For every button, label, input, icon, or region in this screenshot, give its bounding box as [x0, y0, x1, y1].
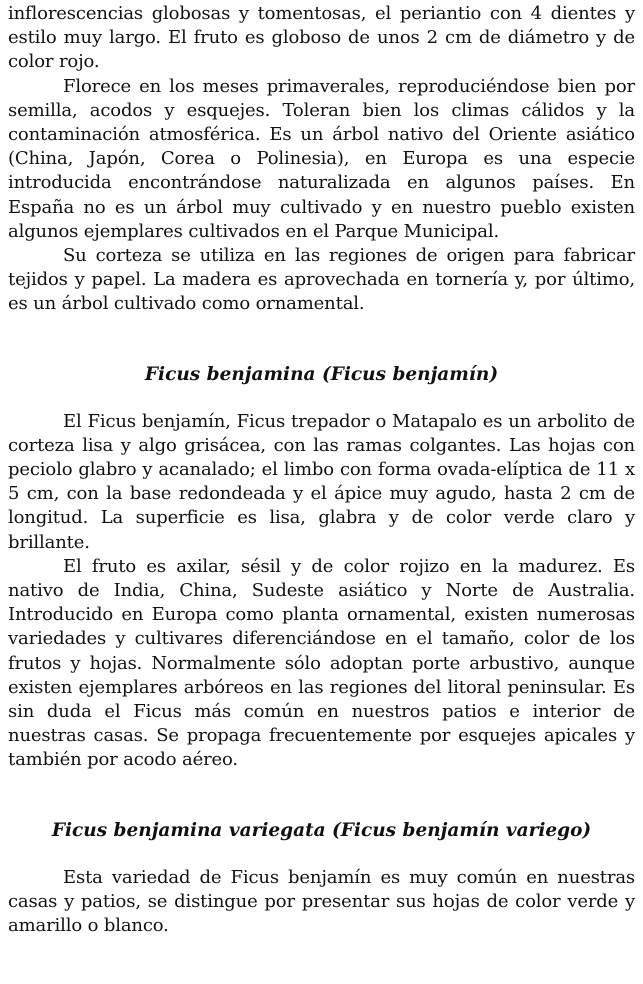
ficus-benjamina-paragraph-2: El fruto es axilar, sésil y de color rojizo en la madurez. Es nativo de India, China, Sudeste asiático y Norte de Australia. Introducido en Europa como planta ornamental, existen numerosas variedades y cultivares diferenciándose en el tamaño, color de los frutos y hojas. Normalmente sólo adoptan porte arbustivo, aunque existen ejemplares arbóreos en las regiones del litoral peninsular. Es sin duda el Ficus más común en nuestros patios e interior de nuestras casas. Se propaga frecuentemente por esquejes apicales y también por acodo aéreo.: [8, 555, 635, 771]
intro-paragraph-1: inflorescencias globosas y tomentosas, el periantio con 4 dientes y estilo muy largo. El fruto es globoso de unos 2 cm de diámetro y de color rojo.: [8, 3, 635, 73]
heading-ficus-benjamina: Ficus benjamina (Ficus benjamín): [144, 363, 499, 385]
ficus-benjamina-paragraph-1: El Ficus benjamín, Ficus trepador o Matapalo es un arbolito de corteza lisa y algo grisácea, con las ramas colgantes. Las hojas con peciolo glabro y acanalado; el limbo con forma ovada-elíptica de 11 x 5 cm, con la base redondeada y el ápice muy agudo, hasta 2 cm de longitud. La superficie es lisa, glabra y de color verde claro y brillante.: [8, 410, 635, 553]
intro-paragraph-2: Florece en los meses primaverales, reproduciéndose bien por semilla, acodos y esquejes. Toleran bien los climas cálidos y la contaminación atmosférica. Es un árbol nativo del Oriente asiático (China, Japón, Corea o Polinesia), en Europa es una especie introducida encontrándose naturalizada en algunos países. En España no es un árbol muy cultivado y en nuestro pueblo existen algunos ejemplares cultivados en el Parque Municipal.: [8, 75, 635, 242]
heading-ficus-variegata: Ficus benjamina variegata (Ficus benjamín variego): [51, 819, 592, 841]
intro-paragraph-3: Su corteza se utiliza en las regiones de origen para fabricar tejidos y papel. La madera es aprovechada en tornería y, por último, es un árbol cultivado como ornamental.: [8, 245, 635, 315]
document-page: [8, 0, 635, 938]
ficus-variegata-paragraph-1: Esta variedad de Ficus benjamín es muy común en nuestras casas y patios, se distingue por presentar sus hojas de color verde y amarillo o blanco.: [8, 866, 635, 937]
